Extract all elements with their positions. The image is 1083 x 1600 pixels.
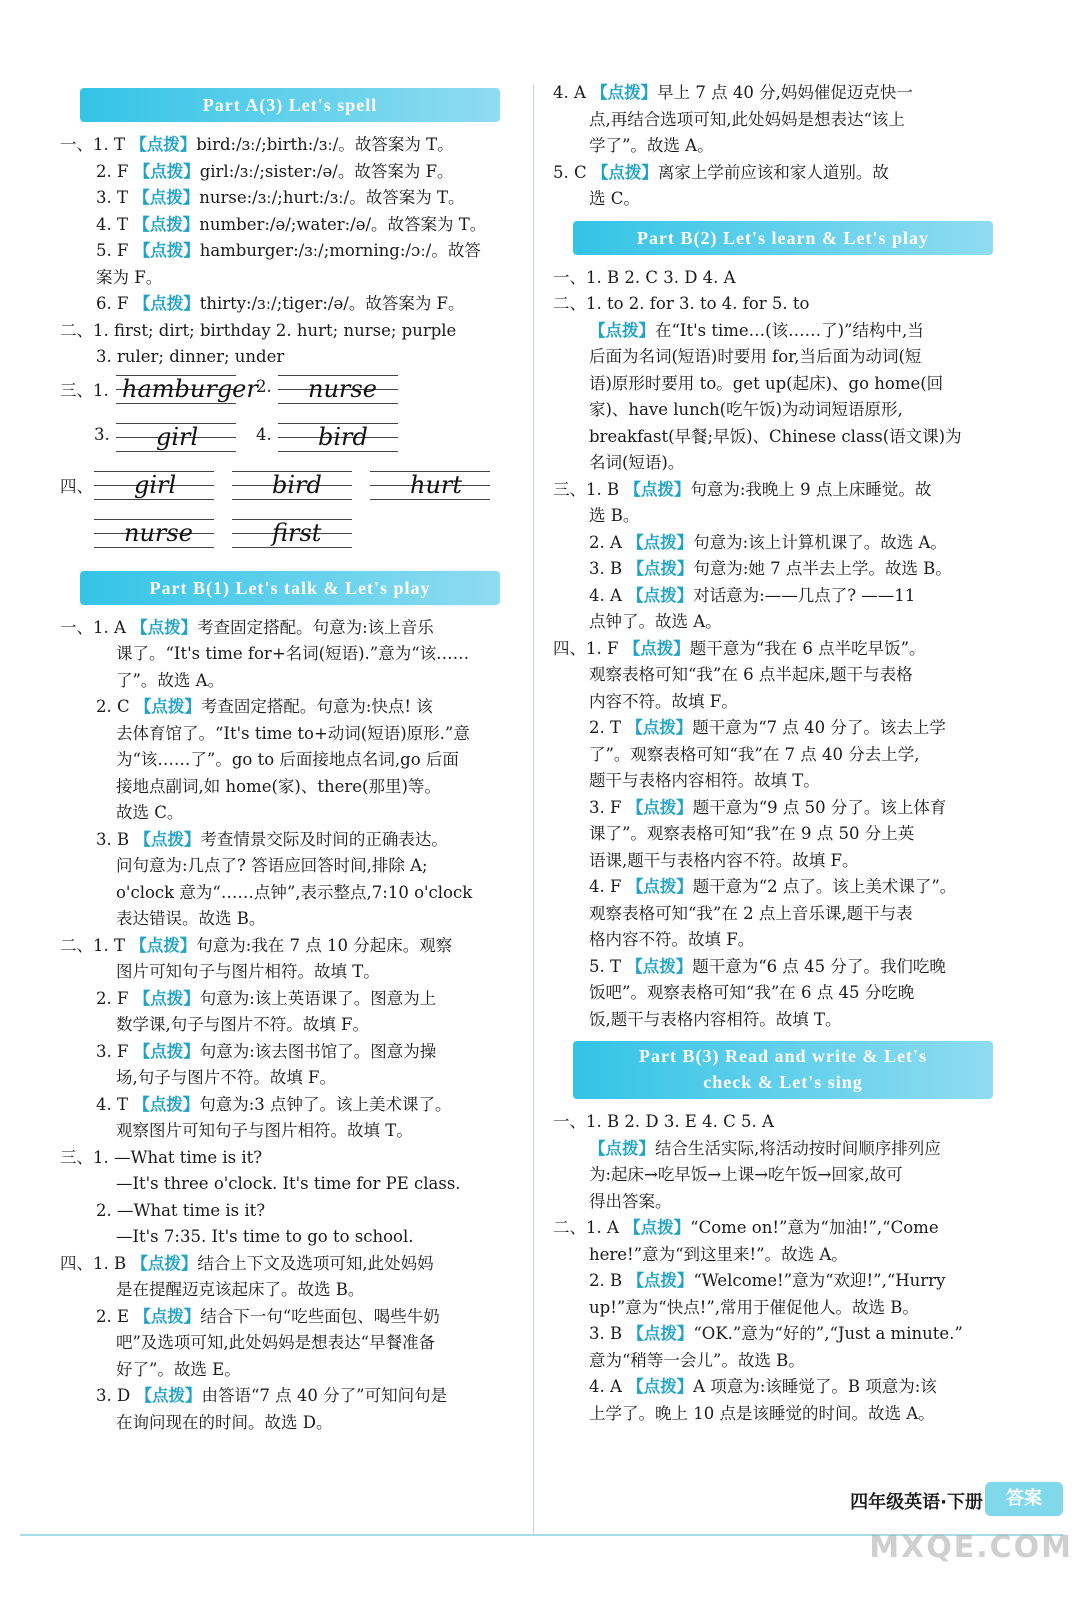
hint-text: “Welcome!”意为“欢迎!”,“Hurry — [693, 1271, 946, 1290]
hint-tag: 【点拨】 — [133, 1041, 200, 1061]
answer-line — [553, 477, 993, 504]
answer-text: 表达错误。故选 B。 — [116, 909, 266, 928]
question-number: 3. — [94, 424, 110, 444]
answer-line — [60, 827, 522, 854]
hint-tag: 【点拨】 — [623, 638, 690, 658]
handwriting-row — [60, 371, 522, 419]
writing-lines — [94, 515, 214, 555]
answer-line — [553, 397, 993, 424]
answer-text: 家)、have lunch(吃午饭)为动词短语原形, — [589, 400, 903, 419]
answer-line — [553, 742, 993, 769]
left-column — [60, 80, 522, 1436]
hint-tag: 【点拨】 — [627, 532, 694, 552]
hint-text: 对话意为:——几点了? ——11 — [693, 585, 916, 605]
handwritten-word: hurt — [410, 470, 463, 499]
answer-text: 为:起床→吃早饭→上课→吃午饭→回家,故可 — [589, 1165, 903, 1184]
answer-text: —It's 7:35. It's time to go to school. — [116, 1227, 414, 1246]
hint-text: number:/ə/;water:/ə/。故答案为 T。 — [199, 214, 487, 234]
answer-line — [60, 800, 522, 827]
answer-line — [553, 1242, 993, 1269]
answer-text: 6. F — [96, 294, 134, 313]
answer-line — [60, 933, 522, 960]
answer-text: 课了”。观察表格可知“我”在 9 点 50 分上英 — [589, 824, 915, 843]
answer-list — [60, 132, 522, 371]
answer-line — [553, 530, 993, 557]
answer-line — [60, 694, 522, 721]
answer-line — [553, 371, 993, 398]
footer-label: 四年级英语·下册 — [850, 1492, 983, 1513]
answer-text: 图片可知句子与图片相符。故填 T。 — [116, 962, 380, 981]
hint-tag: 【点拨】 — [133, 214, 200, 234]
writing-lines — [278, 371, 398, 411]
hint-tag: 【点拨】 — [131, 617, 198, 637]
answer-line — [553, 133, 993, 160]
hint-tag: 【点拨】 — [627, 1324, 694, 1343]
hint-text: 题干意为“7 点 40 分了。该去上学 — [692, 718, 946, 737]
answer-line — [553, 80, 993, 107]
answer-text: 一、1. B 2. C 3. D 4. A — [553, 267, 736, 287]
answer-line — [553, 186, 993, 213]
answer-line — [60, 1357, 522, 1384]
section-banner — [573, 1041, 993, 1099]
answer-line — [60, 1277, 522, 1304]
question-number: 三、1. — [60, 380, 109, 400]
answer-text: 观察表格可知“我”在 2 点上音乐课,题干与表 — [589, 903, 913, 923]
answer-line — [60, 159, 522, 186]
answer-text: 2. —What time is it? — [96, 1200, 266, 1220]
handwritten-word: nurse — [124, 518, 193, 547]
answer-line — [60, 185, 522, 212]
answer-text: 观察表格可知“我”在 6 点半起床,题干与表格 — [589, 665, 913, 684]
section-banner: Part B(1) Let's talk & Let's play — [80, 571, 500, 605]
answer-text: 3. F — [589, 797, 627, 817]
answer-text: 一、1. A — [60, 617, 132, 637]
answer-text: 5. C — [553, 162, 592, 182]
hint-text: 结合上下文及选项可知,此处妈妈 — [197, 1253, 434, 1273]
answer-line — [553, 1268, 993, 1295]
answer-text: 一、1. T — [60, 135, 131, 154]
answer-line — [553, 1374, 993, 1401]
answer-line — [553, 318, 993, 345]
answer-line — [553, 901, 993, 928]
answer-line — [553, 344, 993, 371]
hint-text: 题干意为“2 点了。该上美术课了”。 — [692, 877, 957, 896]
hint-text: 句意为:该上计算机课了。故选 A。 — [693, 532, 947, 552]
hint-tag: 【点拨】 — [130, 935, 197, 955]
hint-text: 句意为:她 7 点半去上学。故选 B。 — [693, 559, 952, 578]
answer-line — [60, 1383, 522, 1410]
answer-line — [553, 503, 993, 530]
answer-text: 4. A — [589, 1377, 628, 1396]
answer-line — [60, 344, 522, 371]
answer-text: 4. A — [553, 83, 592, 102]
hint-text: 考查固定搭配。句意为:快点! 该 — [200, 697, 433, 716]
hint-text: 在“It's time…(该……了)”结构中,当 — [655, 320, 924, 340]
hint-text: girl:/ɜː/;sister:/ə/。故答案为 F。 — [199, 161, 454, 181]
answer-text: 3. ruler; dinner; under — [96, 347, 285, 366]
answer-line — [60, 1039, 522, 1066]
answer-text: 点,再结合选项可知,此处妈妈是想表达“该上 — [589, 109, 905, 129]
answer-line — [553, 1109, 993, 1136]
question-number: 4. — [256, 424, 272, 444]
hint-tag: 【点拨】 — [135, 1386, 202, 1405]
answer-line — [553, 715, 993, 742]
hint-text: hamburger:/ɜː/;morning:/ɔː/。故答 — [199, 241, 481, 260]
answer-text: 案为 F。 — [96, 267, 163, 287]
answer-text: 三、1. —What time is it? — [60, 1147, 263, 1167]
answer-text: 2. E — [96, 1306, 135, 1326]
answer-text: 饭,题干与表格内容相符。故填 T。 — [589, 1009, 842, 1029]
writing-lines — [116, 419, 236, 459]
hint-tag: 【点拨】 — [130, 135, 197, 154]
answer-text: 3. B — [96, 829, 135, 849]
hint-tag: 【点拨】 — [624, 1218, 691, 1237]
answer-list — [60, 615, 522, 1437]
handwriting-row — [60, 515, 522, 563]
column-divider — [533, 85, 534, 1535]
answer-text: 二、1. A — [553, 1218, 625, 1237]
answer-text: 4. F — [589, 877, 627, 896]
answer-line — [553, 1295, 993, 1322]
answer-line — [553, 768, 993, 795]
hint-tag: 【点拨】 — [133, 988, 200, 1008]
handwritten-word: first — [272, 518, 322, 547]
handwritten-word: girl — [156, 422, 199, 451]
answer-line — [60, 238, 522, 265]
answer-text: 得出答案。 — [589, 1191, 672, 1211]
watermark: MXQE.COM — [869, 1530, 1073, 1565]
answer-text: 二、1. first; dirt; birthday 2. hurt; nurse; purple — [60, 320, 457, 340]
answer-text: 接地点副词,如 home(家)、there(那里)等。 — [116, 776, 441, 796]
answer-text: 二、1. T — [60, 935, 131, 955]
answer-line — [60, 1118, 522, 1145]
hint-tag: 【点拨】 — [626, 956, 693, 976]
handwritten-word: nurse — [308, 374, 377, 403]
hint-tag: 【点拨】 — [591, 162, 658, 182]
answer-line — [553, 848, 993, 875]
hint-text: 题干意为“我在 6 点半吃早饭”。 — [689, 638, 926, 658]
answer-line — [60, 1198, 522, 1225]
answer-text: up!”意为“快点!”,常用于催促他人。故选 B。 — [589, 1297, 919, 1317]
hint-tag: 【点拨】 — [624, 479, 691, 499]
answer-text: 去体育馆了。“It's time to+动词(短语)原形.”意 — [116, 723, 470, 743]
answer-text: 2. T — [589, 718, 627, 737]
answer-line — [553, 1348, 993, 1375]
answer-text: 语)原形时要用 to。get up(起床)、go home(回 — [589, 373, 944, 393]
answer-text: 2. C — [96, 697, 135, 716]
answer-text: 点钟了。故选 A。 — [589, 612, 722, 631]
answer-text: 好了”。故选 E。 — [116, 1359, 241, 1379]
writing-lines — [370, 467, 490, 507]
answer-text: 4. T — [96, 214, 134, 234]
writing-lines — [116, 371, 258, 411]
answer-line — [60, 212, 522, 239]
answer-text: 格内容不符。故填 F。 — [589, 930, 755, 949]
answer-list — [553, 1109, 993, 1427]
answer-text: 2. B — [589, 1271, 628, 1290]
answer-text: 一、1. B 2. D 3. E 4. C 5. A — [553, 1112, 774, 1131]
hint-tag: 【点拨】 — [627, 585, 694, 605]
answer-text: 四、1. F — [553, 638, 624, 658]
answer-text: 四、1. B — [60, 1253, 132, 1273]
hint-text: 题干意为“6 点 45 分了。我们吃晚 — [692, 956, 946, 976]
hint-text: 结合生活实际,将活动按时间顺序排列应 — [655, 1138, 941, 1158]
hint-text: 考查情景交际及时间的正确表达。 — [200, 829, 448, 849]
answer-text: 2. F — [96, 161, 134, 181]
answer-line — [553, 1215, 993, 1242]
hint-text: “Come on!”意为“加油!”,“Come — [690, 1218, 939, 1237]
handwritten-word: hamburger — [122, 374, 258, 403]
answer-line — [553, 927, 993, 954]
answer-text: 5. T — [589, 956, 627, 976]
answer-text: 问句意为:几点了? 答语应回答时间,排除 A; — [116, 856, 428, 875]
hint-tag: 【点拨】 — [133, 161, 200, 181]
hint-text: 由答语“7 点 40 分了”可知问句是 — [201, 1386, 448, 1405]
hint-tag: 【点拨】 — [627, 1377, 694, 1396]
hint-tag: 【点拨】 — [627, 1271, 694, 1290]
answer-text: 名词(短语)。 — [589, 453, 685, 472]
hint-text: 离家上学前应该和家人道别。故 — [657, 162, 889, 182]
hint-tag: 【点拨】 — [626, 877, 693, 896]
answer-line — [60, 265, 522, 292]
answer-line — [60, 774, 522, 801]
footer-badge: 答案 — [985, 1482, 1063, 1516]
answer-text: 吧”及选项可知,此处妈妈是想表达“早餐准备 — [116, 1333, 436, 1352]
answer-line — [60, 641, 522, 668]
answer-list — [553, 265, 993, 1034]
answer-text: 3. D — [96, 1386, 136, 1405]
answer-text: 选 C。 — [589, 189, 640, 208]
answer-line — [60, 721, 522, 748]
answer-line — [553, 689, 993, 716]
answer-line — [60, 853, 522, 880]
answer-line — [60, 1092, 522, 1119]
hint-tag: 【点拨】 — [131, 1253, 198, 1273]
answer-line — [60, 906, 522, 933]
answer-line — [60, 959, 522, 986]
answer-line — [553, 821, 993, 848]
hint-text: 结合下一句“吃些面包、喝些牛奶 — [200, 1306, 440, 1326]
answer-line — [60, 880, 522, 907]
answer-text: 课了。“It's time for+名词(短语).”意为“该…… — [116, 644, 470, 663]
answer-text: 故选 C。 — [116, 803, 184, 822]
answer-line — [60, 1224, 522, 1251]
hint-tag: 【点拨】 — [134, 697, 201, 716]
hint-text: “OK.”意为“好的”,“Just a minute.” — [693, 1324, 963, 1343]
writing-lines — [232, 467, 352, 507]
answer-list — [553, 80, 993, 213]
handwriting-section-3 — [60, 371, 522, 467]
answer-text: 2. A — [589, 532, 628, 552]
answer-text: o'clock 意为“……点钟”,表示整点,7:10 o'clock — [116, 882, 473, 902]
answer-line — [553, 1162, 993, 1189]
writing-lines — [278, 419, 398, 459]
hint-tag: 【点拨】 — [627, 559, 694, 578]
hint-text: 考查固定搭配。句意为:该上音乐 — [197, 617, 434, 637]
handwriting-section-4 — [60, 467, 522, 563]
answer-line — [553, 1189, 993, 1216]
answer-text: 在询问现在的时间。故选 D。 — [116, 1412, 333, 1432]
handwritten-word: bird — [272, 470, 322, 499]
hint-tag: 【点拨】 — [133, 188, 200, 207]
hint-text: nurse:/ɜː/;hurt:/ɜː/。故答案为 T。 — [199, 188, 465, 207]
hint-text: A 项意为:该睡觉了。B 项意为:该 — [693, 1377, 937, 1396]
answer-line — [553, 556, 993, 583]
answer-text: 选 B。 — [589, 506, 640, 525]
answer-line — [553, 107, 993, 134]
answer-text: 5. F — [96, 241, 134, 260]
answer-line — [553, 636, 993, 663]
answer-text: 数学课,句子与图片不符。故填 F。 — [116, 1015, 369, 1034]
answer-line — [60, 1171, 522, 1198]
answer-line — [553, 795, 993, 822]
answer-text: 后面为名词(短语)时要用 for,当后面为动词(短 — [589, 347, 922, 366]
hint-text: 句意为:我在 7 点 10 分起床。观察 — [196, 935, 453, 955]
answer-line — [60, 1410, 522, 1437]
hint-tag: 【点拨】 — [626, 718, 693, 737]
answer-line — [553, 954, 993, 981]
question-number: 四、 — [60, 476, 93, 496]
answer-text: 上学了。晚上 10 点是该睡觉的时间。故选 A。 — [589, 1403, 935, 1423]
answer-text: 为“该……了”。go to 后面接地点名词,go 后面 — [116, 750, 459, 769]
answer-line — [553, 583, 993, 610]
answer-line — [60, 668, 522, 695]
answer-line — [553, 265, 993, 292]
answer-line — [60, 1012, 522, 1039]
answer-text: —It's three o'clock. It's time for PE class. — [116, 1174, 461, 1193]
answer-line — [60, 1251, 522, 1278]
answer-line — [60, 1065, 522, 1092]
answer-text: 了”。观察表格可知“我”在 7 点 40 分去上学, — [589, 744, 920, 764]
section-banner: Part A(3) Let's spell — [80, 88, 500, 122]
hint-tag: 【点拨】 — [134, 1306, 201, 1326]
answer-line — [553, 874, 993, 901]
answer-line — [60, 747, 522, 774]
answer-line — [60, 1145, 522, 1172]
answer-line — [553, 1007, 993, 1034]
answer-text: 3. B — [589, 1324, 628, 1343]
answer-line — [553, 450, 993, 477]
answer-text: 3. B — [589, 559, 628, 578]
hint-tag: 【点拨】 — [133, 241, 200, 260]
answer-text: 二、1. to 2. for 3. to 4. for 5. to — [553, 294, 810, 313]
answer-line — [553, 291, 993, 318]
answer-text: 观察图片可知句子与图片相符。故填 T。 — [116, 1121, 413, 1140]
writing-lines — [232, 515, 352, 555]
answer-line — [60, 1330, 522, 1357]
answer-line — [60, 291, 522, 318]
handwriting-row — [60, 419, 522, 467]
answer-text: 4. A — [589, 585, 628, 605]
answer-text: 4. T — [96, 1094, 134, 1114]
answer-text: here!”意为“到这里来!”。故选 A。 — [589, 1244, 848, 1264]
hint-tag: 【点拨】 — [591, 83, 658, 102]
answer-text: 场,句子与图片不符。故填 F。 — [116, 1068, 336, 1087]
hint-text: thirty:/ɜː/;tiger:/ə/。故答案为 F。 — [199, 294, 465, 313]
hint-text: bird:/ɜː/;birth:/ɜː/。故答案为 T。 — [196, 135, 454, 154]
banner-line: check & Let's sing — [703, 1072, 863, 1092]
answer-line — [60, 318, 522, 345]
hint-text: 句意为:该去图书馆了。图意为操 — [199, 1041, 437, 1061]
answer-line — [553, 1136, 993, 1163]
hint-tag: 【点拨】 — [626, 797, 693, 817]
answer-line — [60, 986, 522, 1013]
hint-tag: 【点拨】 — [589, 320, 655, 340]
answer-text: 3. F — [96, 1041, 134, 1061]
right-column — [553, 80, 993, 1427]
answer-line — [60, 615, 522, 642]
answer-text: 语课,题干与表格内容不符。故填 F。 — [589, 850, 859, 870]
answer-text: 学了”。故选 A。 — [589, 136, 714, 155]
answer-line — [553, 160, 993, 187]
answer-line — [553, 609, 993, 636]
answer-text: 2. F — [96, 988, 134, 1008]
answer-text: breakfast(早餐;早饭)、Chinese class(语文课)为 — [589, 426, 962, 446]
section-banner: Part B(2) Let's learn & Let's play — [573, 221, 993, 255]
answer-text: 饭吧”。观察表格可知“我”在 6 点 45 分吃晚 — [589, 983, 915, 1002]
answer-text: 了”。故选 A。 — [116, 670, 225, 690]
answer-line — [553, 980, 993, 1007]
question-number: 2. — [256, 376, 272, 396]
answer-text: 3. T — [96, 188, 134, 207]
handwriting-row — [60, 467, 522, 515]
hint-tag: 【点拨】 — [589, 1138, 655, 1158]
answer-line — [553, 1401, 993, 1428]
answer-line — [60, 132, 522, 159]
hint-text: 句意为:该上英语课了。图意为上 — [199, 988, 437, 1008]
answer-text: 题干与表格内容相符。故填 T。 — [589, 771, 820, 790]
hint-tag: 【点拨】 — [133, 294, 200, 313]
answer-text: 三、1. B — [553, 479, 625, 499]
answer-text: 内容不符。故填 F。 — [589, 691, 738, 711]
handwritten-word: bird — [318, 422, 368, 451]
answer-line — [553, 1321, 993, 1348]
answer-line — [60, 1304, 522, 1331]
hint-tag: 【点拨】 — [133, 1094, 200, 1114]
hint-tag: 【点拨】 — [134, 829, 201, 849]
hint-text: 早上 7 点 40 分,妈妈催促迈克快一 — [657, 83, 913, 102]
handwritten-word: girl — [134, 470, 177, 499]
answer-line — [553, 424, 993, 451]
hint-text: 题干意为“9 点 50 分了。该上体育 — [692, 797, 947, 817]
hint-text: 句意为:3 点钟了。该上美术课了。 — [199, 1094, 452, 1114]
banner-line: Part B(3) Read and write & Let's — [639, 1046, 927, 1066]
answer-text: 意为“稍等一会儿”。故选 B。 — [589, 1350, 805, 1370]
writing-lines — [94, 467, 214, 507]
answer-text: 是在提醒迈克该起床了。故选 B。 — [116, 1280, 365, 1299]
answer-line — [553, 662, 993, 689]
hint-text: 句意为:我晚上 9 点上床睡觉。故 — [690, 479, 932, 499]
